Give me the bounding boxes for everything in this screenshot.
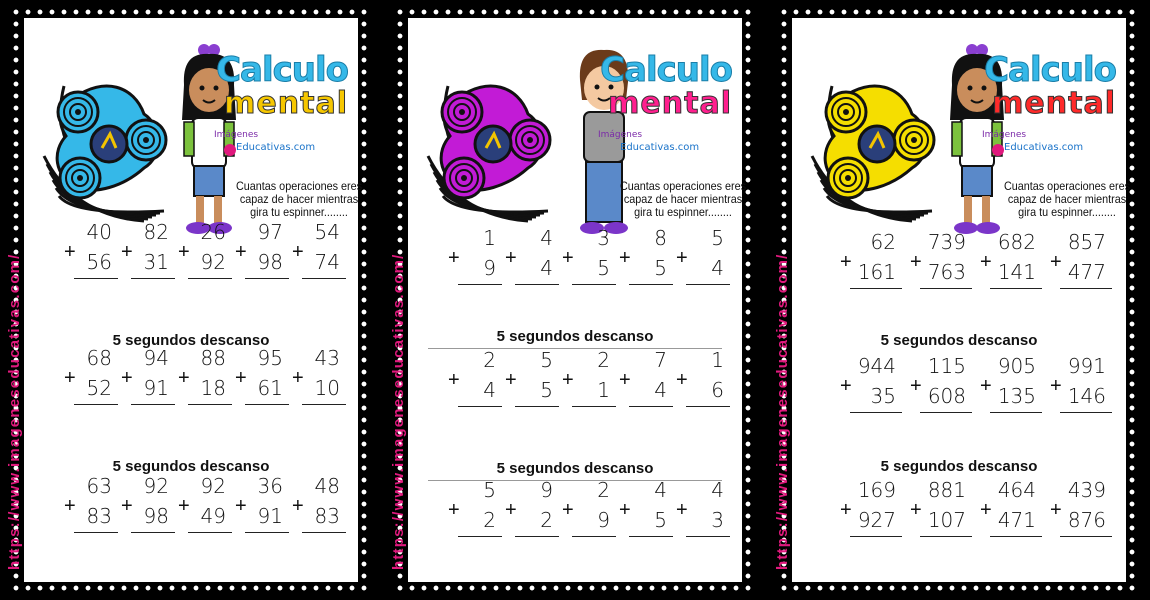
addend-top: 40 (86, 220, 112, 244)
title-calculo: Calculo (600, 50, 732, 90)
addend-top: 92 (143, 474, 169, 498)
answer-line (850, 412, 902, 413)
answer-line (458, 406, 502, 407)
answer-line (515, 536, 559, 537)
addend-top: 2 (597, 478, 610, 502)
plus-sign: + (1050, 251, 1062, 273)
addition-problem (1050, 356, 1114, 418)
answer-line (686, 284, 730, 285)
addend-top: 63 (86, 474, 112, 498)
addition-problem (121, 222, 177, 284)
addend-top: 92 (200, 474, 226, 498)
addend-bottom: 91 (143, 376, 169, 400)
addition-problem (64, 348, 120, 410)
plus-sign: + (980, 251, 992, 273)
addition-problem (448, 350, 504, 412)
worksheet-card (772, 0, 1146, 600)
plus-sign: + (235, 241, 247, 263)
answer-line (188, 404, 232, 405)
addition-problem (64, 476, 120, 538)
answer-line (629, 284, 673, 285)
addend-top: 43 (314, 346, 340, 370)
addend-top: 2 (483, 348, 496, 372)
addend-bottom: 4 (711, 256, 724, 280)
addition-problem (121, 476, 177, 538)
addend-bottom: 83 (86, 504, 112, 528)
addend-bottom: 35 (870, 384, 896, 408)
addition-problem (980, 480, 1044, 542)
plus-sign: + (121, 367, 133, 389)
addend-bottom: 5 (597, 256, 610, 280)
plus-sign: + (64, 241, 76, 263)
answer-line (515, 406, 559, 407)
addend-top: 36 (257, 474, 283, 498)
addend-top: 5 (711, 226, 724, 250)
answer-line (920, 412, 972, 413)
addition-problem (292, 348, 348, 410)
plus-sign: + (562, 369, 574, 391)
addend-top: 944 (857, 354, 896, 378)
answer-line (1060, 412, 1112, 413)
spinner-art (34, 36, 184, 226)
addition-problem (910, 232, 974, 294)
addition-problem (676, 228, 732, 290)
addend-top: 1 (483, 226, 496, 250)
addend-bottom: 52 (86, 376, 112, 400)
plus-sign: + (980, 375, 992, 397)
addition-problem (676, 350, 732, 412)
brand-line-2: Educativas.com (620, 142, 700, 153)
addend-bottom: 161 (857, 260, 896, 284)
addend-bottom: 4 (483, 378, 496, 402)
addend-top: 88 (200, 346, 226, 370)
plus-sign: + (292, 367, 304, 389)
plus-sign: + (1050, 499, 1062, 521)
addend-top: 9 (540, 478, 553, 502)
plus-sign: + (178, 367, 190, 389)
answer-line (686, 406, 730, 407)
answer-line (850, 536, 902, 537)
addition-problem (910, 480, 974, 542)
addend-top: 7 (654, 348, 667, 372)
plus-sign: + (910, 499, 922, 521)
addend-top: 682 (997, 230, 1036, 254)
answer-line (920, 536, 972, 537)
addend-top: 5 (483, 478, 496, 502)
plus-sign: + (505, 369, 517, 391)
addition-problem (505, 350, 561, 412)
addition-problem (178, 476, 234, 538)
addend-bottom: 31 (143, 250, 169, 274)
spinner-art (802, 36, 952, 226)
addend-top: 68 (86, 346, 112, 370)
addend-top: 48 (314, 474, 340, 498)
addend-top: 881 (927, 478, 966, 502)
addition-problem (562, 480, 618, 542)
addition-problem (235, 222, 291, 284)
addition-problem (64, 222, 120, 284)
addend-top: 739 (927, 230, 966, 254)
addition-problem (505, 228, 561, 290)
plus-sign: + (448, 499, 460, 521)
addend-bottom: 91 (257, 504, 283, 528)
addend-top: 991 (1067, 354, 1106, 378)
plus-sign: + (178, 495, 190, 517)
brand-line-1: Imágenes (214, 130, 259, 140)
addend-bottom: 74 (314, 250, 340, 274)
addition-problem (1050, 232, 1114, 294)
addition-problem (292, 222, 348, 284)
addend-bottom: 763 (927, 260, 966, 284)
plus-sign: + (840, 499, 852, 521)
answer-line (850, 288, 902, 289)
addition-problem (235, 476, 291, 538)
spinner-art (418, 36, 568, 226)
rest-label: 5 segundos descanso (496, 460, 654, 477)
side-website-url: https://www.imageneseducativas.com/ (390, 253, 407, 570)
addend-bottom: 1 (597, 378, 610, 402)
addend-bottom: 56 (86, 250, 112, 274)
addition-problem (619, 350, 675, 412)
answer-line (990, 536, 1042, 537)
brand-line-1: Imágenes (982, 130, 1027, 140)
addition-problem (980, 356, 1044, 418)
addend-bottom: 49 (200, 504, 226, 528)
answer-line (74, 278, 118, 279)
plus-sign: + (121, 495, 133, 517)
brand-line-1: Imágenes (598, 130, 643, 140)
plus-sign: + (64, 367, 76, 389)
answer-line (1060, 536, 1112, 537)
answer-line (990, 288, 1042, 289)
addition-problem (840, 480, 904, 542)
instructions-text: Cuantas operaciones eres capaz de hacer mientras gira tu espinner........ (1003, 179, 1131, 219)
plus-sign: + (562, 247, 574, 269)
plus-sign: + (448, 369, 460, 391)
plus-sign: + (64, 495, 76, 517)
plus-sign: + (676, 369, 688, 391)
answer-line (686, 536, 730, 537)
worksheet-card (4, 0, 378, 600)
addend-bottom: 5 (540, 378, 553, 402)
addend-bottom: 5 (654, 256, 667, 280)
worksheet-header (792, 18, 1131, 219)
addition-problem (980, 232, 1044, 294)
rest-label: 5 segundos descanso (112, 332, 270, 349)
worksheet-paper (792, 18, 1131, 582)
plus-sign: + (448, 247, 460, 269)
instructions-text: Cuantas operaciones eres capaz de hacer mientras gira tu espinner........ (235, 179, 363, 219)
addend-top: 95 (257, 346, 283, 370)
addend-bottom: 146 (1067, 384, 1106, 408)
addend-bottom: 18 (200, 376, 226, 400)
answer-line (131, 532, 175, 533)
addition-problem (1050, 480, 1114, 542)
answer-line (131, 278, 175, 279)
addend-top: 857 (1067, 230, 1106, 254)
rest-label: 5 segundos descanso (112, 458, 270, 475)
plus-sign: + (562, 499, 574, 521)
addend-bottom: 61 (257, 376, 283, 400)
addend-bottom: 135 (997, 384, 1036, 408)
addend-bottom: 9 (483, 256, 496, 280)
answer-line (74, 404, 118, 405)
title-calculo: Calculo (984, 50, 1116, 90)
instructions-text: Cuantas operaciones eres capaz de hacer mientras gira tu espinner........ (619, 179, 747, 219)
worksheet-header (24, 18, 363, 219)
addition-problem (840, 356, 904, 418)
addition-problem (292, 476, 348, 538)
plus-sign: + (1050, 375, 1062, 397)
answer-line (458, 536, 502, 537)
plus-sign: + (235, 367, 247, 389)
addend-top: 62 (870, 230, 896, 254)
answer-line (572, 284, 616, 285)
plus-sign: + (292, 241, 304, 263)
addend-top: 4 (711, 478, 724, 502)
addition-problem (619, 228, 675, 290)
fidget-spinner-icon (418, 36, 568, 226)
answer-line (74, 532, 118, 533)
addend-top: 82 (143, 220, 169, 244)
side-website-url: https://www.imageneseducativas.com/ (6, 253, 23, 570)
plus-sign: + (910, 375, 922, 397)
addend-top: 464 (997, 478, 1036, 502)
plus-sign: + (505, 247, 517, 269)
answer-line (245, 278, 289, 279)
plus-sign: + (619, 499, 631, 521)
rest-divider (428, 480, 722, 481)
addend-top: 94 (143, 346, 169, 370)
answer-line (188, 532, 232, 533)
addend-top: 4 (540, 226, 553, 250)
answer-line (245, 404, 289, 405)
addition-problem (505, 480, 561, 542)
plus-sign: + (840, 251, 852, 273)
addend-bottom: 477 (1067, 260, 1106, 284)
addend-top: 169 (857, 478, 896, 502)
addition-problem (676, 480, 732, 542)
rest-label: 5 segundos descanso (880, 332, 1038, 349)
addition-problem (562, 350, 618, 412)
addition-problem (562, 228, 618, 290)
addend-bottom: 608 (927, 384, 966, 408)
worksheet-header (408, 18, 747, 219)
addend-bottom: 5 (654, 508, 667, 532)
answer-line (131, 404, 175, 405)
plus-sign: + (505, 499, 517, 521)
worksheet-card (388, 0, 762, 600)
addend-bottom: 92 (200, 250, 226, 274)
addend-bottom: 83 (314, 504, 340, 528)
addend-top: 2 (597, 348, 610, 372)
answer-line (458, 284, 502, 285)
addend-bottom: 2 (540, 508, 553, 532)
answer-line (629, 536, 673, 537)
addend-top: 439 (1067, 478, 1106, 502)
answer-line (302, 278, 346, 279)
answer-line (515, 284, 559, 285)
addition-problem (448, 480, 504, 542)
plus-sign: + (840, 375, 852, 397)
answer-line (990, 412, 1042, 413)
addend-top: 115 (927, 354, 966, 378)
addend-top: 905 (997, 354, 1036, 378)
title-calculo: Calculo (216, 50, 348, 90)
addend-bottom: 6 (711, 378, 724, 402)
answer-line (1060, 288, 1112, 289)
addition-problem (121, 348, 177, 410)
plus-sign: + (619, 247, 631, 269)
addend-bottom: 4 (654, 378, 667, 402)
plus-sign: + (980, 499, 992, 521)
brand-line-2: Educativas.com (236, 142, 316, 153)
rest-divider (428, 348, 722, 349)
answer-line (920, 288, 972, 289)
plus-sign: + (676, 247, 688, 269)
addend-bottom: 876 (1067, 508, 1106, 532)
side-website-url: https://www.imageneseducativas.com/ (774, 253, 791, 570)
title-mental: mental (224, 86, 348, 121)
addend-bottom: 3 (711, 508, 724, 532)
addend-bottom: 98 (143, 504, 169, 528)
addition-problem (448, 228, 504, 290)
answer-line (572, 406, 616, 407)
addend-bottom: 927 (857, 508, 896, 532)
addend-top: 54 (314, 220, 340, 244)
answer-line (629, 406, 673, 407)
addend-bottom: 471 (997, 508, 1036, 532)
answer-line (188, 278, 232, 279)
addition-problem (178, 222, 234, 284)
addend-top: 26 (200, 220, 226, 244)
plus-sign: + (676, 499, 688, 521)
addend-bottom: 9 (597, 508, 610, 532)
addend-bottom: 141 (997, 260, 1036, 284)
title-mental: mental (608, 86, 732, 121)
addend-top: 97 (257, 220, 283, 244)
addend-bottom: 98 (257, 250, 283, 274)
answer-line (302, 404, 346, 405)
title-mental: mental (992, 86, 1116, 121)
addend-bottom: 10 (314, 376, 340, 400)
addition-problem (619, 480, 675, 542)
plus-sign: + (121, 241, 133, 263)
rest-label: 5 segundos descanso (880, 458, 1038, 475)
addition-problem (178, 348, 234, 410)
addend-top: 5 (540, 348, 553, 372)
addend-bottom: 4 (540, 256, 553, 280)
fidget-spinner-icon (802, 36, 952, 226)
plus-sign: + (910, 251, 922, 273)
addition-problem (840, 232, 904, 294)
plus-sign: + (292, 495, 304, 517)
plus-sign: + (619, 369, 631, 391)
plus-sign: + (178, 241, 190, 263)
answer-line (245, 532, 289, 533)
brand-line-2: Educativas.com (1004, 142, 1084, 153)
worksheet-paper (408, 18, 747, 582)
addition-problem (235, 348, 291, 410)
rest-label: 5 segundos descanso (496, 328, 654, 345)
answer-line (302, 532, 346, 533)
addend-top: 3 (597, 226, 610, 250)
addition-problem (910, 356, 974, 418)
addend-bottom: 107 (927, 508, 966, 532)
fidget-spinner-icon (34, 36, 184, 226)
addend-top: 4 (654, 478, 667, 502)
plus-sign: + (235, 495, 247, 517)
answer-line (572, 536, 616, 537)
worksheet-paper (24, 18, 363, 582)
addend-top: 1 (711, 348, 724, 372)
addend-bottom: 2 (483, 508, 496, 532)
addend-top: 8 (654, 226, 667, 250)
